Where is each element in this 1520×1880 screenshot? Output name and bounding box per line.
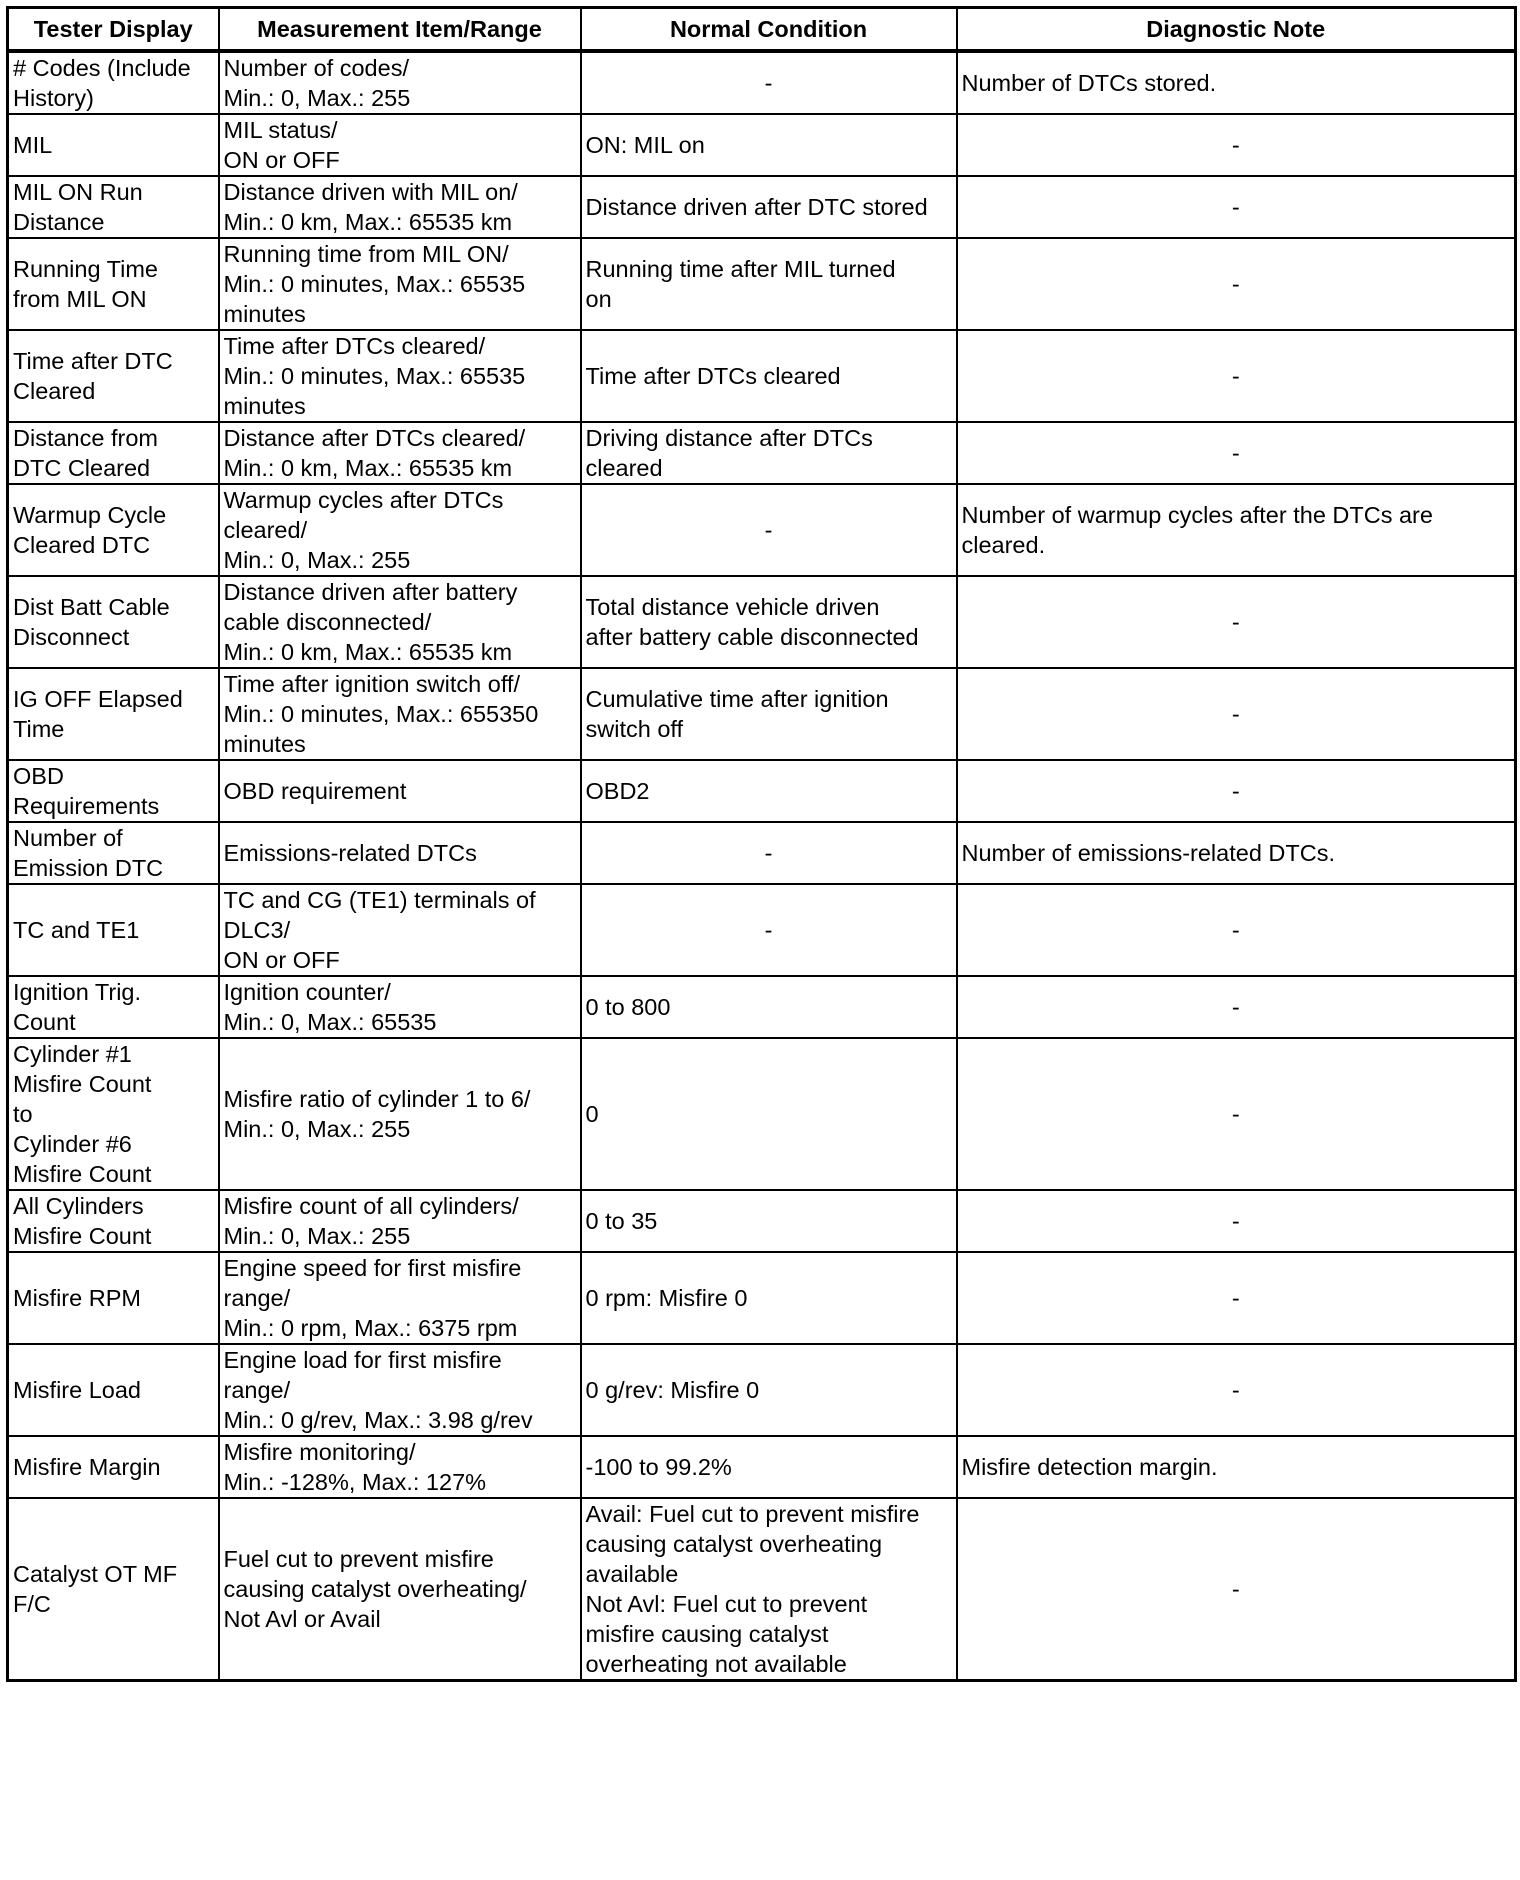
cell-diagnostic-note: - <box>957 1190 1516 1252</box>
cell-normal-condition: OBD2 <box>581 760 957 822</box>
cell-tester-display: Number of Emission DTC <box>8 822 219 884</box>
cell-normal-condition: ON: MIL on <box>581 114 957 176</box>
cell-diagnostic-note: - <box>957 1252 1516 1344</box>
cell-tester-display: Catalyst OT MF F/C <box>8 1498 219 1681</box>
cell-diagnostic-note: - <box>957 422 1516 484</box>
cell-diagnostic-note: - <box>957 884 1516 976</box>
cell-measurement: MIL status/ ON or OFF <box>219 114 581 176</box>
cell-tester-display: Dist Batt Cable Disconnect <box>8 576 219 668</box>
cell-tester-display: Running Time from MIL ON <box>8 238 219 330</box>
cell-measurement: TC and CG (TE1) terminals of DLC3/ ON or OFF <box>219 884 581 976</box>
table-row <box>8 976 1516 1038</box>
cell-normal-condition: - <box>581 822 957 884</box>
cell-measurement: Warmup cycles after DTCs cleared/ Min.: 0, Max.: 255 <box>219 484 581 576</box>
cell-measurement: Running time from MIL ON/ Min.: 0 minutes, Max.: 65535 minutes <box>219 238 581 330</box>
cell-tester-display: Misfire RPM <box>8 1252 219 1344</box>
cell-tester-display: Distance from DTC Cleared <box>8 422 219 484</box>
table-row <box>8 822 1516 884</box>
cell-diagnostic-note: - <box>957 576 1516 668</box>
cell-diagnostic-note: - <box>957 1344 1516 1436</box>
cell-measurement: Distance driven with MIL on/ Min.: 0 km, Max.: 65535 km <box>219 176 581 238</box>
cell-normal-condition: Total distance vehicle driven after battery cable disconnected <box>581 576 957 668</box>
header-measurement: Measurement Item/Range <box>219 8 581 52</box>
tester-display-table <box>6 6 1517 1682</box>
table-row <box>8 884 1516 976</box>
cell-diagnostic-note: - <box>957 760 1516 822</box>
table-row <box>8 51 1516 114</box>
cell-normal-condition: Distance driven after DTC stored <box>581 176 957 238</box>
cell-normal-condition: 0 to 35 <box>581 1190 957 1252</box>
table-row <box>8 1344 1516 1436</box>
cell-normal-condition: 0 g/rev: Misfire 0 <box>581 1344 957 1436</box>
table-row <box>8 1252 1516 1344</box>
cell-diagnostic-note: - <box>957 976 1516 1038</box>
cell-tester-display: IG OFF Elapsed Time <box>8 668 219 760</box>
cell-tester-display: OBD Requirements <box>8 760 219 822</box>
cell-normal-condition: Time after DTCs cleared <box>581 330 957 422</box>
cell-normal-condition: 0 rpm: Misfire 0 <box>581 1252 957 1344</box>
table-row <box>8 760 1516 822</box>
cell-normal-condition: 0 <box>581 1038 957 1190</box>
cell-measurement: Time after DTCs cleared/ Min.: 0 minutes, Max.: 65535 minutes <box>219 330 581 422</box>
cell-normal-condition: - <box>581 884 957 976</box>
cell-measurement: Misfire monitoring/ Min.: -128%, Max.: 127% <box>219 1436 581 1498</box>
cell-diagnostic-note: - <box>957 1498 1516 1681</box>
cell-measurement: Fuel cut to prevent misfire causing catalyst overheating/ Not Avl or Avail <box>219 1498 581 1681</box>
cell-tester-display: Time after DTC Cleared <box>8 330 219 422</box>
cell-normal-condition: 0 to 800 <box>581 976 957 1038</box>
table-row <box>8 484 1516 576</box>
cell-tester-display: # Codes (Include History) <box>8 51 219 114</box>
cell-tester-display: Misfire Margin <box>8 1436 219 1498</box>
cell-measurement: Misfire ratio of cylinder 1 to 6/ Min.: 0, Max.: 255 <box>219 1038 581 1190</box>
cell-normal-condition: Driving distance after DTCs cleared <box>581 422 957 484</box>
cell-measurement: Engine speed for first misfire range/ Min.: 0 rpm, Max.: 6375 rpm <box>219 1252 581 1344</box>
cell-tester-display: MIL ON Run Distance <box>8 176 219 238</box>
cell-normal-condition: Avail: Fuel cut to prevent misfire causing catalyst overheating available Not Avl: Fuel cut to prevent misfire causing catalyst overheating not available <box>581 1498 957 1681</box>
cell-tester-display: TC and TE1 <box>8 884 219 976</box>
table-row <box>8 176 1516 238</box>
table-body <box>8 51 1516 1681</box>
table-row <box>8 1038 1516 1190</box>
table-row <box>8 1436 1516 1498</box>
cell-diagnostic-note: Number of emissions-related DTCs. <box>957 822 1516 884</box>
cell-measurement: Number of codes/ Min.: 0, Max.: 255 <box>219 51 581 114</box>
header-diagnostic-note: Diagnostic Note <box>957 8 1516 52</box>
cell-measurement: Distance driven after battery cable disconnected/ Min.: 0 km, Max.: 65535 km <box>219 576 581 668</box>
cell-tester-display: MIL <box>8 114 219 176</box>
cell-normal-condition: - <box>581 484 957 576</box>
cell-diagnostic-note: - <box>957 330 1516 422</box>
cell-tester-display: Cylinder #1 Misfire Count to Cylinder #6 Misfire Count <box>8 1038 219 1190</box>
cell-measurement: Time after ignition switch off/ Min.: 0 minutes, Max.: 655350 minutes <box>219 668 581 760</box>
table-row <box>8 422 1516 484</box>
cell-measurement: Distance after DTCs cleared/ Min.: 0 km, Max.: 65535 km <box>219 422 581 484</box>
table-row <box>8 1190 1516 1252</box>
cell-diagnostic-note: - <box>957 238 1516 330</box>
cell-diagnostic-note: Number of warmup cycles after the DTCs are cleared. <box>957 484 1516 576</box>
table-row <box>8 114 1516 176</box>
table-row <box>8 668 1516 760</box>
cell-normal-condition: -100 to 99.2% <box>581 1436 957 1498</box>
table-row <box>8 238 1516 330</box>
cell-measurement: Ignition counter/ Min.: 0, Max.: 65535 <box>219 976 581 1038</box>
cell-diagnostic-note: - <box>957 668 1516 760</box>
header-tester-display: Tester Display <box>8 8 219 52</box>
cell-measurement: Engine load for first misfire range/ Min.: 0 g/rev, Max.: 3.98 g/rev <box>219 1344 581 1436</box>
cell-diagnostic-note: - <box>957 1038 1516 1190</box>
cell-tester-display: Warmup Cycle Cleared DTC <box>8 484 219 576</box>
cell-tester-display: All Cylinders Misfire Count <box>8 1190 219 1252</box>
table-row <box>8 1498 1516 1681</box>
cell-diagnostic-note: Number of DTCs stored. <box>957 51 1516 114</box>
cell-tester-display: Ignition Trig. Count <box>8 976 219 1038</box>
cell-measurement: Misfire count of all cylinders/ Min.: 0, Max.: 255 <box>219 1190 581 1252</box>
cell-diagnostic-note: - <box>957 176 1516 238</box>
table-row <box>8 576 1516 668</box>
cell-diagnostic-note: - <box>957 114 1516 176</box>
cell-normal-condition: Running time after MIL turned on <box>581 238 957 330</box>
cell-normal-condition: - <box>581 51 957 114</box>
cell-diagnostic-note: Misfire detection margin. <box>957 1436 1516 1498</box>
cell-measurement: OBD requirement <box>219 760 581 822</box>
table-row <box>8 330 1516 422</box>
header-row <box>8 8 1516 52</box>
cell-tester-display: Misfire Load <box>8 1344 219 1436</box>
cell-normal-condition: Cumulative time after ignition switch off <box>581 668 957 760</box>
header-normal-condition: Normal Condition <box>581 8 957 52</box>
cell-measurement: Emissions-related DTCs <box>219 822 581 884</box>
